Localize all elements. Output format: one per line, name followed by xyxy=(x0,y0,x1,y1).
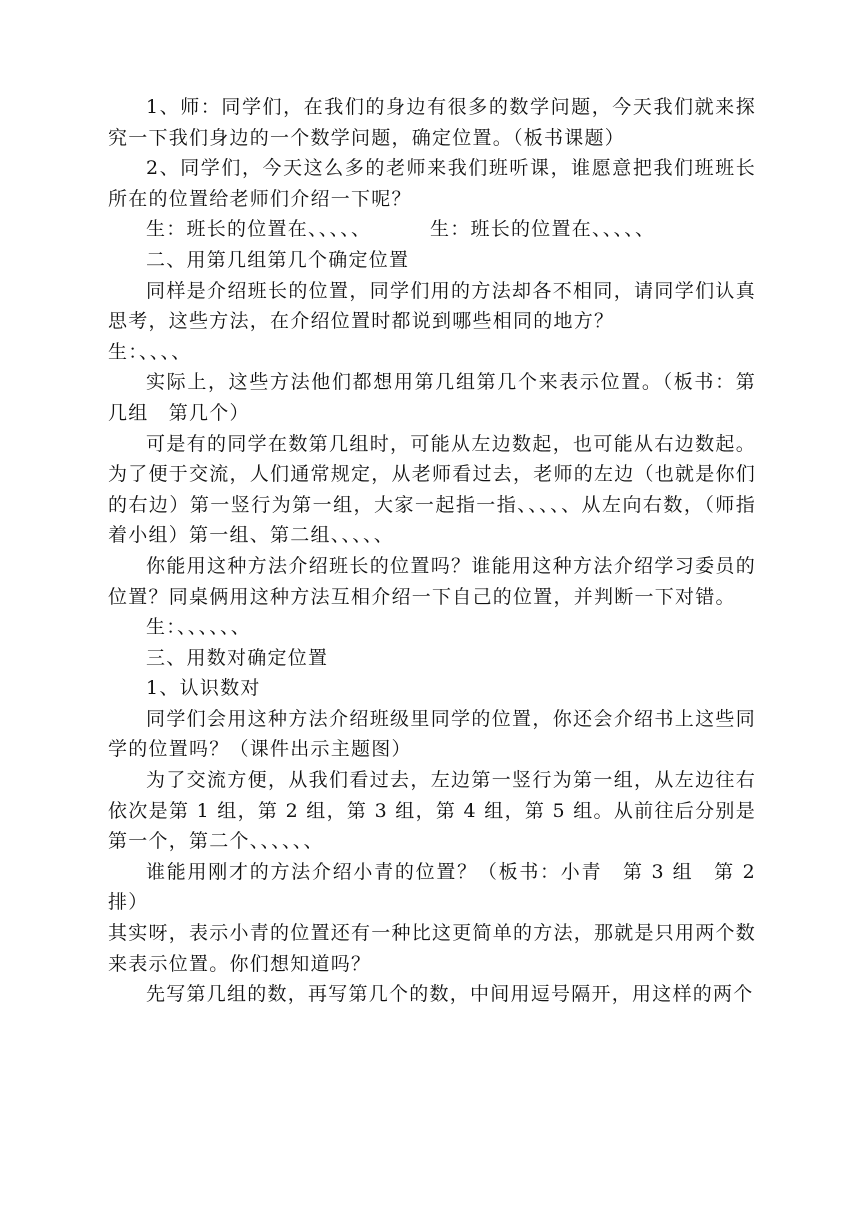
paragraph-student-answers xyxy=(108,214,756,245)
paragraph-student-response-2: 生：、、、、、、 xyxy=(146,616,252,639)
paragraph-student-response: 生：、、、、 xyxy=(108,340,192,363)
paragraph-book-positions: 同学们会用这种方法介绍班级里同学的位置，你还会介绍书上这些同学的位置吗？（课件出示主题图） xyxy=(108,707,756,761)
paragraph-xiaoqing: 谁能用刚才的方法介绍小青的位置？（板书：小青 第 3 组 第 2 排） xyxy=(108,860,756,914)
paragraph-group-order: 为了交流方便，从我们看过去，左边第一竖行为第一组，从左边往右依次是第 1 组，第 2 组，第 3 组，第 4 组，第 5 组。从前往后分别是第一个，第二个、、、、、、 xyxy=(108,769,756,853)
paragraph-simpler-method: 其实呀，表示小青的位置还有一种比这更简单的方法，那就是只用两个数来表示位置。你们想知道吗？ xyxy=(108,922,757,975)
student-answer-right: 生：班长的位置在、、、、、 xyxy=(430,218,656,241)
subsection-heading-1: 1、认识数对 xyxy=(146,677,261,700)
paragraph-write-pair: 先写第几组的数，再写第几个的数，中间用逗号隔开，用这样的两个 xyxy=(146,983,754,1006)
paragraph-actually: 实际上，这些方法他们都想用第几组第几个来表示位置。（板书：第几组 第几个） xyxy=(108,371,756,424)
paragraph-practice: 你能用这种方法介绍班长的位置吗？谁能用这种方法介绍学习委员的位置？同桌俩用这种方法互相介绍一下自己的位置，并判断一下对错。 xyxy=(108,554,756,608)
section-heading-3: 三、用数对确定位置 xyxy=(146,646,329,669)
document-page xyxy=(108,92,756,1010)
section-heading-2: 二、用第几组第几个确定位置 xyxy=(146,248,410,271)
paragraph-intro-teacher: 1、师：同学们，在我们的身边有很多的数学问题，今天我们就来探究一下我们身边的一个数学问题，确定位置。（板书课题） xyxy=(108,96,756,149)
paragraph-class-monitor-question: 2、同学们，今天这么多的老师来我们班听课，谁愿意把我们班班长所在的位置给老师们介绍一下呢？ xyxy=(108,157,756,210)
paragraph-counting-rule: 可是有的同学在数第几组时，可能从左边数起，也可能从右边数起。为了便于交流，人们通常规定，从老师看过去，老师的左边（也就是你们的右边）第一竖行为第一组，大家一起指一指、、、、、从左向右数，（师指着小组）第一组、第二组、、、、、 xyxy=(108,432,757,547)
student-answer-left: 生：班长的位置在、、、、、 xyxy=(146,218,372,241)
paragraph-same-method: 同样是介绍班长的位置，同学们用的方法却各不相同，请同学们认真思考，这些方法，在介绍位置时都说到哪些相同的地方？ xyxy=(108,279,756,333)
